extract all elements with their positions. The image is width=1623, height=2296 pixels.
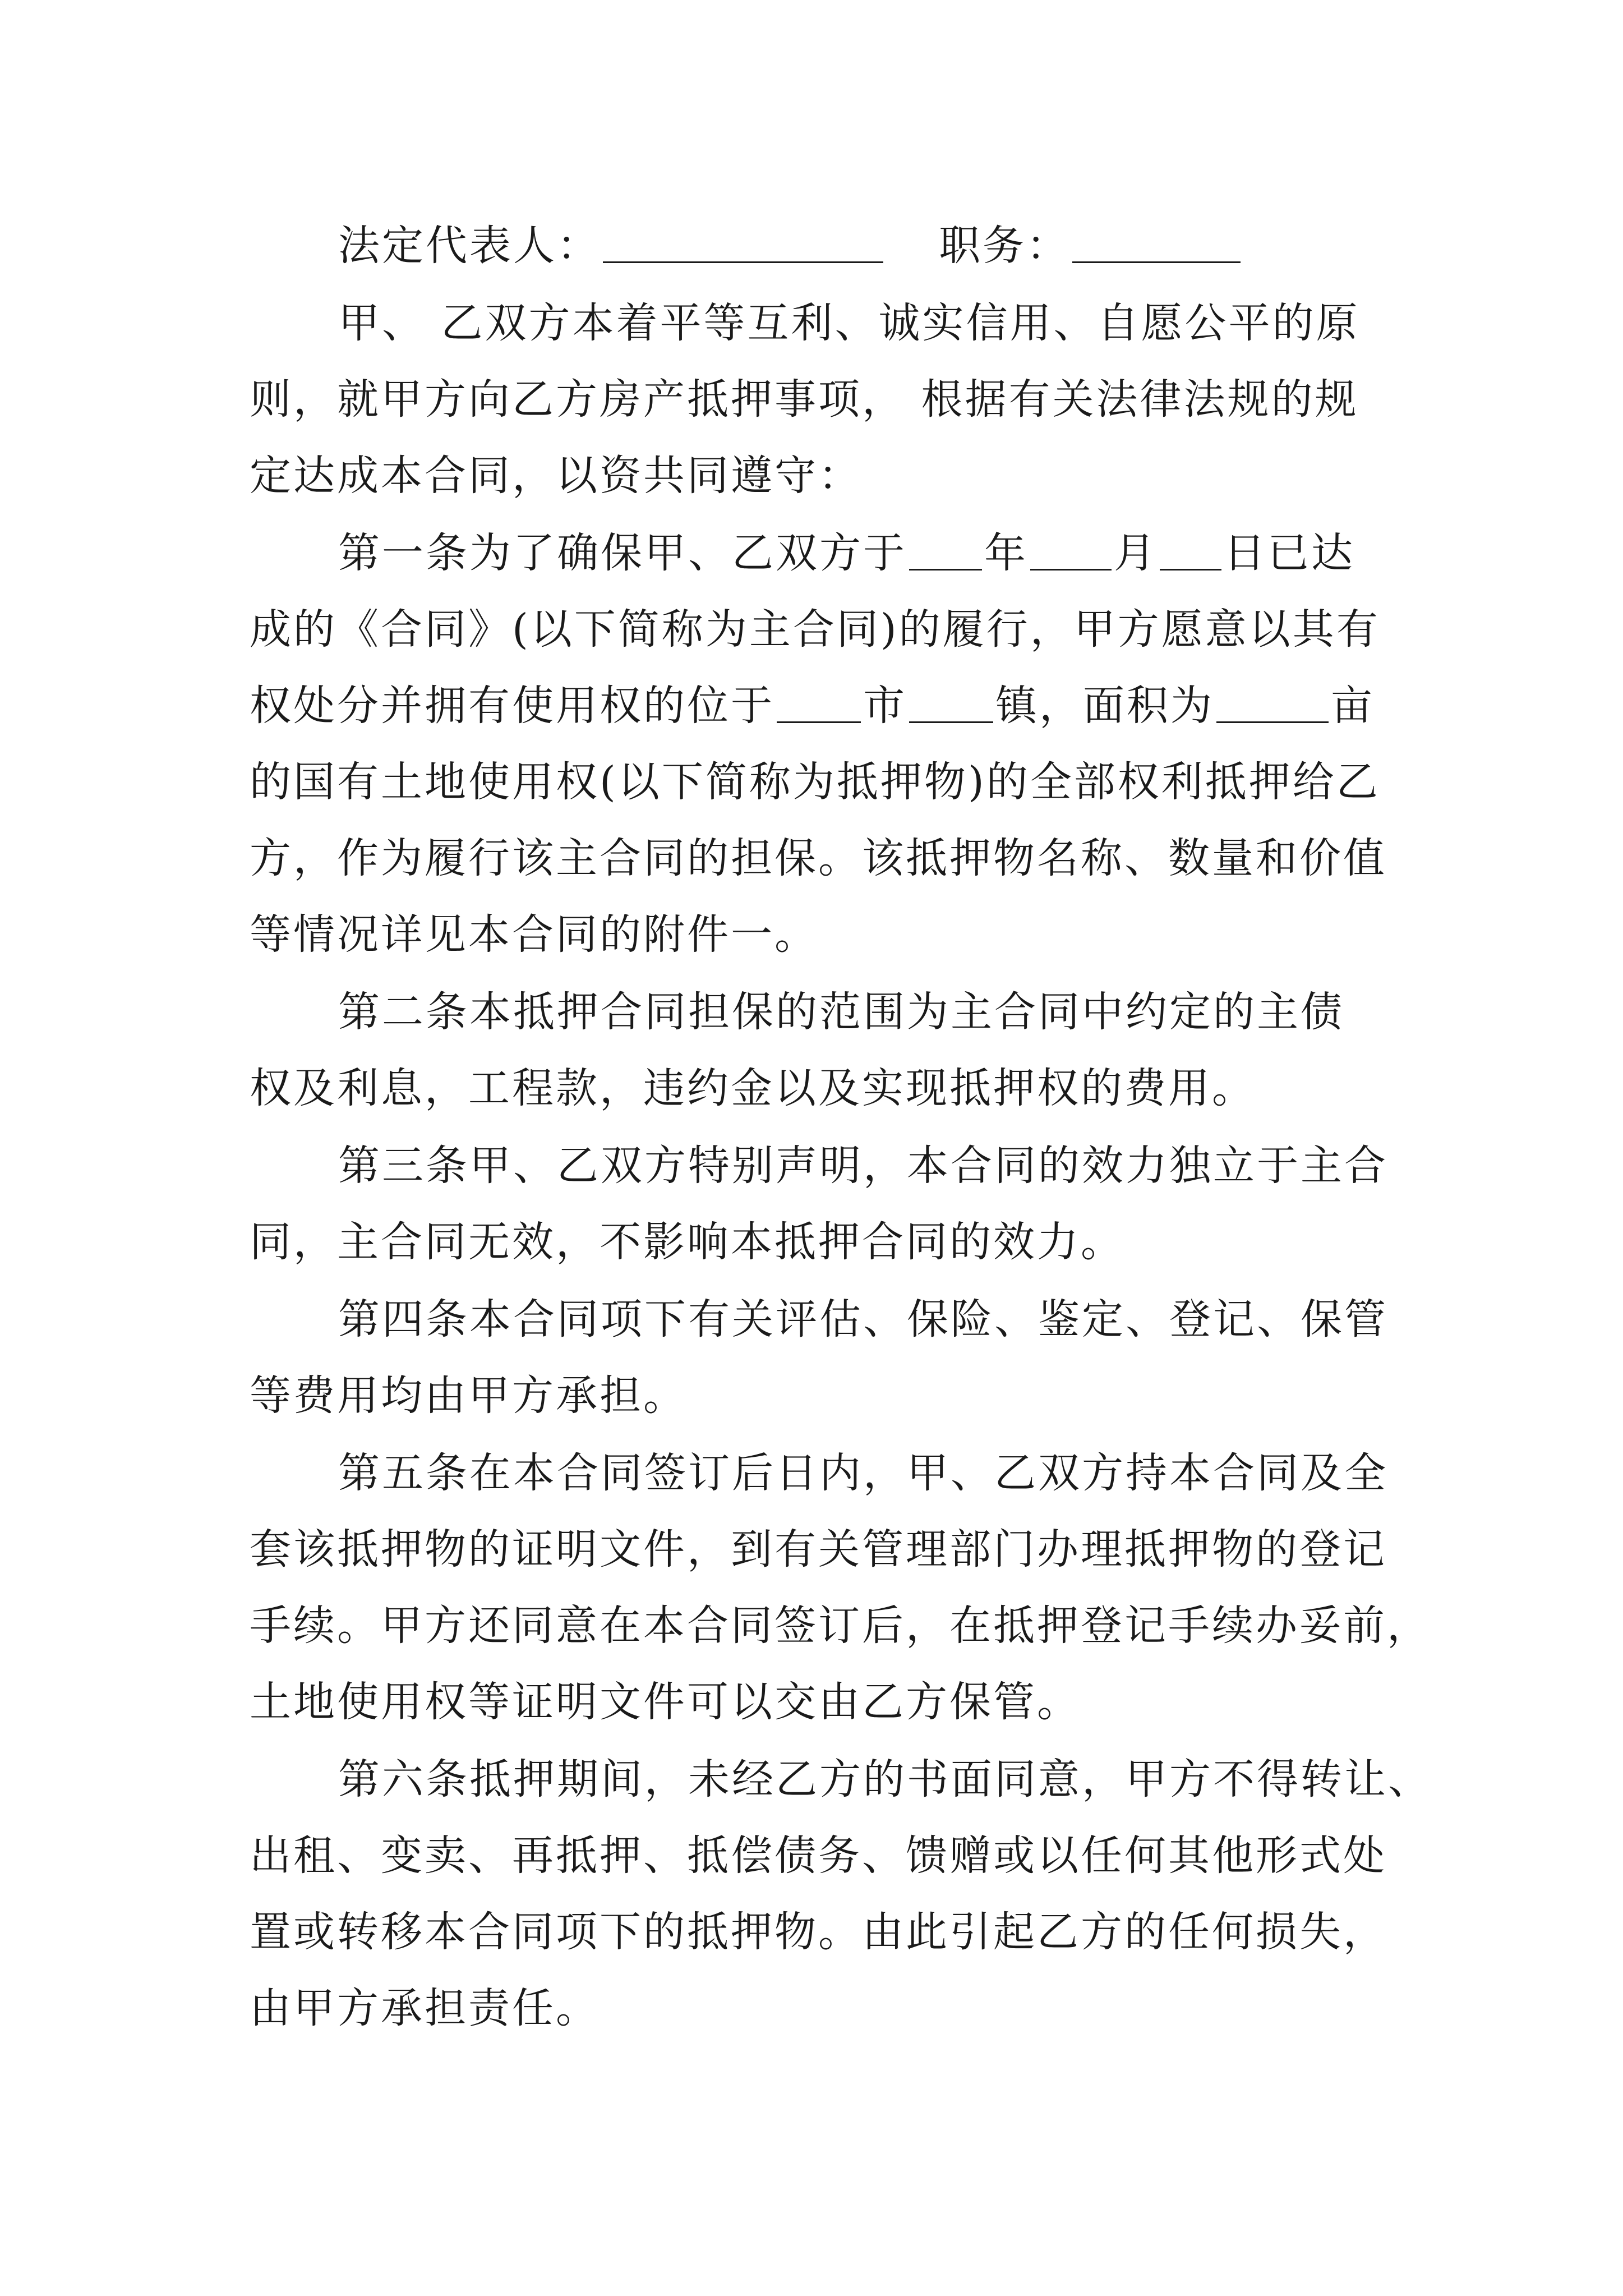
article-6 <box>250 1741 1432 2046</box>
article-4 <box>250 1281 1388 1434</box>
article-line: 权及利息，工程款，违约金以及实现抵押权的费用。 <box>250 1064 1256 1112</box>
month-label: 月 <box>1114 529 1158 577</box>
article-line: 置或转移本合同项下的抵押物。由此引起乙方的任何损失， <box>250 1908 1387 1956</box>
article-line: 第四条本合同项下有关评估、保险、鉴定、登记、保管 <box>338 1295 1388 1343</box>
area-blank <box>1216 685 1329 723</box>
article-line: 等情况详见本合同的附件一。 <box>250 910 818 959</box>
article-line: 套该抵押物的证明文件，到有关管理部门办理抵押物的登记 <box>250 1525 1387 1573</box>
article-line: 土地使用权等证明文件可以交由乙方保管。 <box>250 1678 1081 1726</box>
article-line: 等费用均由甲方承担。 <box>250 1372 687 1420</box>
article-line: 由甲方承担责任。 <box>250 1984 600 2032</box>
intro-line: 则，就甲方向乙方房产抵押事项， 根据有关法律法规的规 <box>250 375 1359 424</box>
article-text: 日已达 <box>1224 529 1355 577</box>
intro-paragraph <box>250 285 1388 514</box>
town-blank <box>909 685 993 723</box>
area-unit: 亩 <box>1331 682 1375 730</box>
position-blank <box>1072 226 1241 263</box>
article-2 <box>250 974 1388 1126</box>
article-1 <box>250 515 1388 973</box>
signatory-line <box>250 208 1388 284</box>
article-line <box>250 515 1388 591</box>
article-5 <box>250 1435 1431 1740</box>
position-label: 职务： <box>939 222 1071 270</box>
article-line: 出租、变卖、再抵押、抵偿债务、馈赠或以任何其他形式处 <box>250 1832 1387 1880</box>
city-label: 市 <box>863 682 907 730</box>
article-line: 第二条本抵押合同担保的范围为主合同中约定的主债 <box>338 988 1344 1036</box>
day-blank <box>1160 533 1221 570</box>
article-text: 第一条为了确保甲、乙双方于 <box>338 529 907 577</box>
legal-rep-label: 法定代表人： <box>338 222 601 270</box>
article-line: 同，主合同无效，不影响本抵押合同的效力。 <box>250 1218 1124 1266</box>
document-body <box>250 208 1432 2046</box>
article-line: 手续。甲方还同意在本合同签订后，在抵押登记手续办妥前， <box>250 1602 1431 1650</box>
intro-line: 甲、 乙双方本着平等互利、诚实信用、自愿公平的原 <box>338 299 1360 347</box>
article-line: 第六条抵押期间，未经乙方的书面同意，甲方不得转让、 <box>338 1755 1432 1803</box>
article-line: 成的《合同》(以下简称为主合同)的履行，甲方愿意以其有 <box>250 605 1380 654</box>
city-blank <box>777 685 861 723</box>
article-line: 方，作为履行该主合同的担保。该抵押物名称、数量和价值 <box>250 834 1387 882</box>
legal-rep-blank <box>603 226 883 263</box>
article-text: 镇，面积为 <box>995 682 1214 730</box>
article-line: 的国有土地使用权(以下简称为抵押物)的全部权利抵押给乙 <box>250 758 1380 806</box>
article-line <box>161 668 1388 744</box>
article-line: 第五条在本合同签订后日内，甲、乙双方持本合同及全 <box>338 1449 1388 1497</box>
article-line: 第三条甲、乙双方特别声明，本合同的效力独立于主合 <box>338 1142 1388 1190</box>
year-label: 年 <box>984 529 1028 577</box>
article-text: 权处分并拥有使用权的位于 <box>250 682 774 730</box>
month-blank <box>1030 533 1112 570</box>
article-3 <box>250 1128 1388 1280</box>
year-blank <box>909 533 982 570</box>
intro-line: 定达成本合同，以资共同遵守： <box>250 452 862 500</box>
